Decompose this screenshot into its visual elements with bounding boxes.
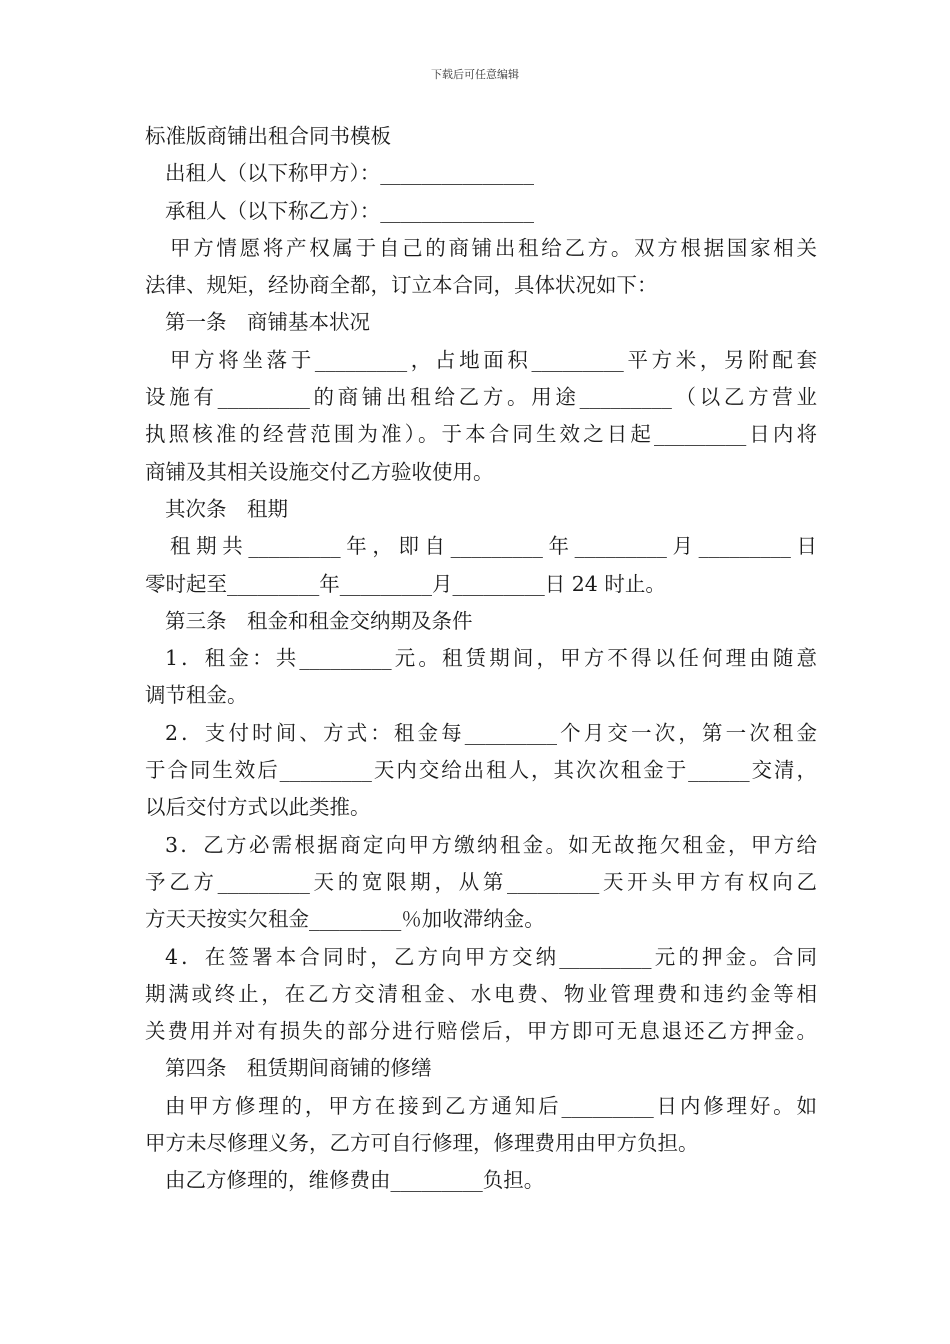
document-body: [145, 118, 817, 1200]
document-line: 商铺及其相关设施交付乙方验收使用。: [145, 459, 494, 484]
document-line: 4．在签署本合同时，乙方向甲方交纳_________元的押金。合同: [165, 944, 817, 969]
document-line: 甲方将坐落于_________，占地面积_________平方米，另附配套: [170, 347, 817, 372]
document-line: 由乙方修理的，维修费由_________负担。: [165, 1168, 545, 1193]
document-line: 予乙方_________天的宽限期，从第_________天开头甲方有权向乙: [145, 869, 817, 894]
document-line: 法律、规矩，经协商全都，订立本合同，具体状况如下：: [145, 273, 658, 298]
document-line: 2．支付时间、方式：租金每_________个月交一次，第一次租金: [165, 720, 817, 745]
document-line: 出租人（以下称甲方）：_______________: [165, 161, 534, 186]
document-line: 承租人（以下称乙方）：_______________: [165, 198, 534, 223]
document-line: 于合同生效后_________天内交给出租人，其次次租金于______交清，: [145, 758, 817, 783]
document-line: 零时起至_________年_________月_________日 24 时止。: [145, 571, 666, 596]
document-line: 第四条 租赁期间商铺的修缮: [165, 1056, 432, 1081]
document-line: 关费用并对有损失的部分进行赔偿后，甲方即可无息退还乙方押金。: [145, 1019, 817, 1044]
document-line: 甲方未尽修理义务，乙方可自行修理，修理费用由甲方负担。: [145, 1131, 699, 1156]
document-line: 1．租金：共_________元。租赁期间，甲方不得以任何理由随意: [165, 646, 817, 671]
document-line: 其次条 租期: [165, 496, 288, 521]
document-line: 方天天按实欠租金_________％加收滞纳金。: [145, 907, 545, 932]
document-line: 第三条 租金和租金交纳期及条件: [165, 608, 473, 633]
document-line: 执照核准的经营范围为准）。于本合同生效之日起_________日内将: [145, 422, 817, 447]
document-line: 由甲方修理的，甲方在接到乙方通知后_________日内修理好。如: [165, 1093, 817, 1118]
document-line: 3．乙方必需根据商定向甲方缴纳租金。如无故拖欠租金，甲方给: [165, 832, 817, 857]
document-line: 设施有_________的商铺出租给乙方。用途_________（以乙方营业: [145, 385, 817, 410]
document-line: 期满或终止，在乙方交清租金、水电费、物业管理费和违约金等相: [145, 981, 817, 1006]
document-line: 租期共_________年，即自_________年_________月_________日: [170, 534, 817, 559]
header-note: 下载后可任意编辑: [431, 68, 519, 81]
document-line: 甲方情愿将产权属于自己的商铺出租给乙方。双方根据国家相关: [170, 235, 817, 260]
document-title: 标准版商铺出租合同书模板: [145, 124, 391, 148]
document-lines: [145, 155, 817, 1199]
document-line: 调节租金。: [145, 683, 248, 708]
document-line: 以后交付方式以此类推。: [145, 795, 371, 820]
document-line: 第一条 商铺基本状况: [165, 310, 370, 335]
